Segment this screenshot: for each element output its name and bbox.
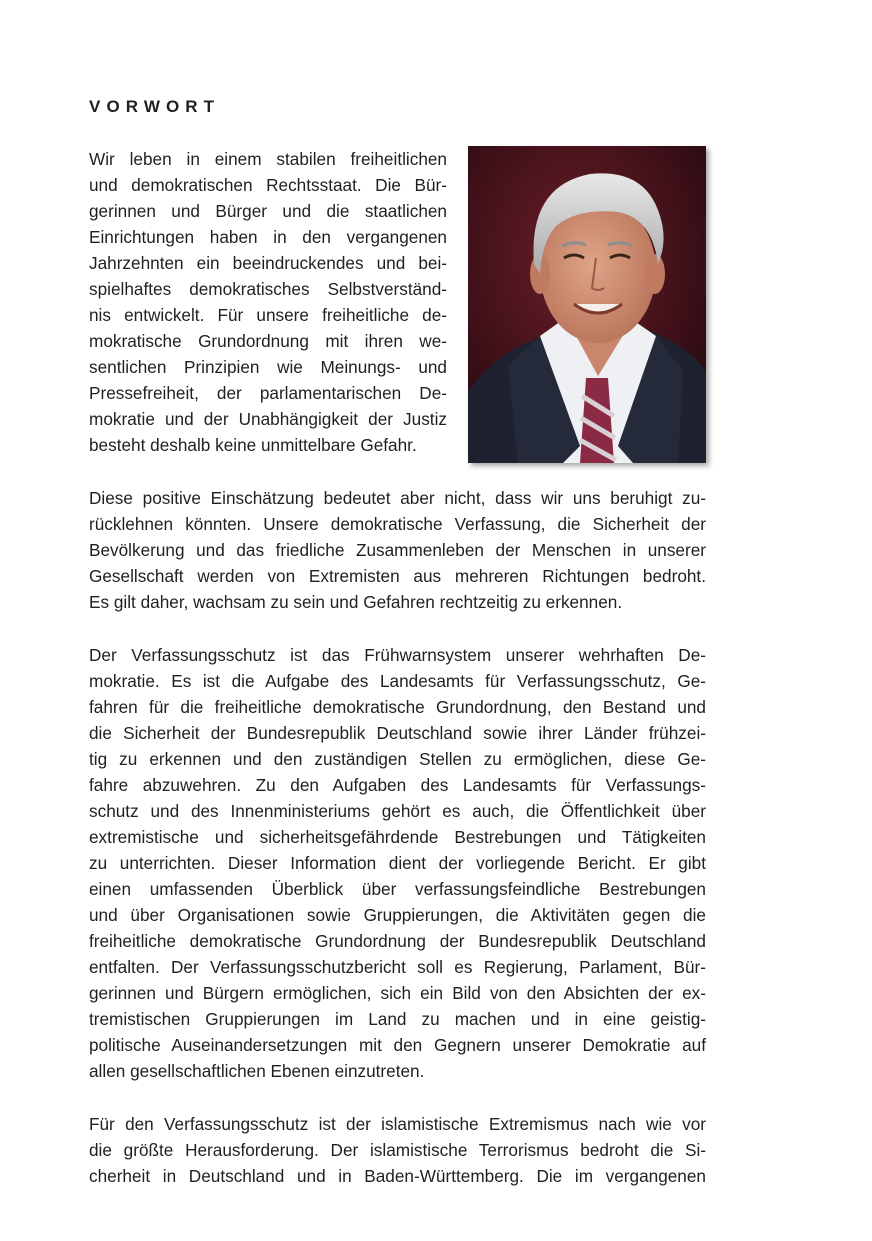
portrait-photo [468,146,706,463]
text-line: schutz und des Innenministeriums gehört es auch, die Öffentlichkeit über [89,801,706,821]
text-line: tremistischen Gruppierungen im Land zu machen und in eine geistig- [89,1009,706,1029]
text-line: einen umfassenden Überblick über verfassungsfeindliche Bestrebungen [89,879,706,899]
text-line: Für den Verfassungsschutz ist der islamistische Extremismus nach wie vor [89,1114,706,1134]
text-line: Gesellschaft werden von Extremisten aus mehreren Richtungen bedroht. [89,566,706,586]
text-line: gerinnen und Bürgern ermöglichen, sich ein Bild von den Absichten der ex- [89,983,706,1003]
text-line: cherheit in Deutschland und in Baden-Württemberg. Die im vergangenen [89,1166,706,1186]
text-line: die größte Herausforderung. Der islamistische Terrorismus bedroht die Si- [89,1140,706,1160]
text-line: mokratie. Es ist die Aufgabe des Landesamts für Verfassungsschutz, Ge- [89,671,706,691]
text-line: und über Organisationen sowie Gruppierungen, die Aktivitäten gegen die [89,905,706,925]
paragraph-3 [89,642,706,1084]
paragraph-4 [89,1111,706,1189]
text-line: extremistische und sicherheitsgefährdende Bestrebungen und Tätigkeiten [89,827,706,847]
text-line: fahren für die freiheitliche demokratische Grundordnung, den Bestand und [89,697,706,717]
text-line: tig zu erkennen und den zuständigen Stellen zu ermöglichen, diese Ge- [89,749,706,769]
text-line: zu unterrichten. Dieser Information dient der vorliegende Bericht. Er gibt [89,853,706,873]
page-heading: VORWORT [89,97,221,116]
text-line: rücklehnen könnten. Unsere demokratische Verfassung, die Sicherheit der [89,514,706,534]
text-line: mokratie und der Unabhängigkeit der Justiz [89,409,447,429]
text-line: Wir leben in einem stabilen freiheitlichen [89,149,447,169]
text-line: gerinnen und Bürger und die staatlichen [89,201,447,221]
paragraph-1 [89,146,447,458]
text-line: Es gilt daher, wachsam zu sein und Gefahren rechtzeitig zu erkennen. [89,592,623,612]
text-line: allen gesellschaftlichen Ebenen einzutreten. [89,1061,425,1081]
text-line: spielhaftes demokratisches Selbstverständ- [89,279,447,299]
text-line: Der Verfassungsschutz ist das Frühwarnsystem unserer wehrhaften De- [89,645,706,665]
text-line: Diese positive Einschätzung bedeutet aber nicht, dass wir uns beruhigt zu- [89,488,706,508]
text-line: Bevölkerung und das friedliche Zusammenleben der Menschen in unserer [89,540,706,560]
text-line: fahre abzuwehren. Zu den Aufgaben des Landesamts für Verfassungs- [89,775,706,795]
text-line: Jahrzehnten ein beeindruckendes und bei- [89,253,447,273]
text-line: und demokratischen Rechtsstaat. Die Bür- [89,175,447,195]
text-line: nis entwickelt. Für unsere freiheitliche de- [89,305,447,325]
text-line: besteht deshalb keine unmittelbare Gefahr. [89,435,417,455]
text-line: freiheitliche demokratische Grundordnung der Bundesrepublik Deutschland [89,931,706,951]
paragraph-2 [89,485,706,615]
text-line: Pressefreiheit, der parlamentarischen De- [89,383,447,403]
text-line: politische Auseinandersetzungen mit den Gegnern unserer Demokratie auf [89,1035,706,1055]
text-line: Einrichtungen haben in den vergangenen [89,227,447,247]
text-line: sentlichen Prinzipien wie Meinungs- und [89,357,447,377]
text-line: die Sicherheit der Bundesrepublik Deutschland sowie ihrer Länder frühzei- [89,723,706,743]
text-line: entfalten. Der Verfassungsschutzbericht soll es Regierung, Parlament, Bür- [89,957,706,977]
text-line: mokratische Grundordnung mit ihren we- [89,331,447,351]
portrait-photo-icon [468,146,706,463]
